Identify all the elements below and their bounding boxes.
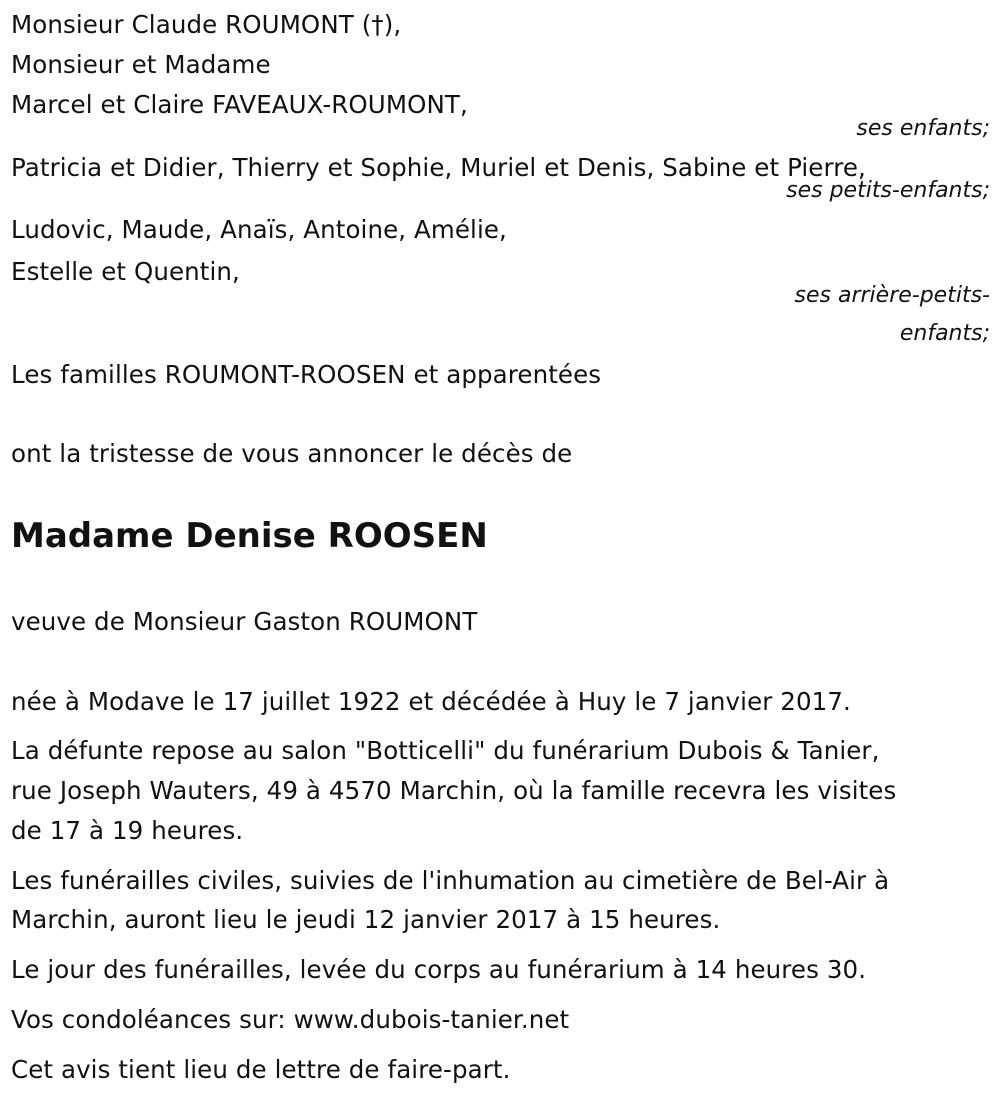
family-line-2: Monsieur et Madame <box>11 50 271 79</box>
repose-line-1: La défunte repose au salon "Botticelli" du funérarium Dubois & Tanier, <box>11 736 880 765</box>
condolences-line: Vos condoléances sur: www.dubois-tanier.net <box>11 1005 570 1034</box>
notice-line: Cet avis tient lieu de lettre de faire-part. <box>11 1055 511 1084</box>
levee-line: Le jour des funérailles, levée du corps au funérarium à 14 heures 30. <box>11 955 867 984</box>
relation-children: ses enfants; <box>856 116 990 141</box>
funeral-line-1: Les funérailles civiles, suivies de l'inhumation au cimetière de Bel-Air à <box>11 866 890 895</box>
announcement-line: ont la tristesse de vous annoncer le décès de <box>11 439 573 468</box>
family-line-3: Marcel et Claire FAVEAUX-ROUMONT, <box>11 90 468 119</box>
deceased-name: Madame Denise ROOSEN <box>11 516 488 556</box>
relation-grandchildren: ses petits-enfants; <box>786 178 990 203</box>
repose-line-2: rue Joseph Wauters, 49 à 4570 Marchin, où la famille recevra les visites <box>11 776 897 805</box>
family-line-1: Monsieur Claude ROUMONT (†), <box>11 10 402 39</box>
relation-great-grandchildren-1: ses arrière-petits- <box>794 283 990 308</box>
great-grandchildren-line-1: Ludovic, Maude, Anaïs, Antoine, Amélie, <box>11 215 507 244</box>
great-grandchildren-line-2: Estelle et Quentin, <box>11 257 240 286</box>
grandchildren-names: Patricia et Didier, Thierry et Sophie, Muriel et Denis, Sabine et Pierre, <box>11 153 866 182</box>
widow-of-line: veuve de Monsieur Gaston ROUMONT <box>11 607 478 636</box>
birth-death-line: née à Modave le 17 juillet 1922 et décédée à Huy le 7 janvier 2017. <box>11 687 851 716</box>
repose-line-3: de 17 à 19 heures. <box>11 816 244 845</box>
families-line: Les familles ROUMONT-ROOSEN et apparentées <box>11 360 602 389</box>
relation-great-grandchildren-2: enfants; <box>899 321 990 346</box>
funeral-line-2: Marchin, auront lieu le jeudi 12 janvier 2017 à 15 heures. <box>11 905 721 934</box>
